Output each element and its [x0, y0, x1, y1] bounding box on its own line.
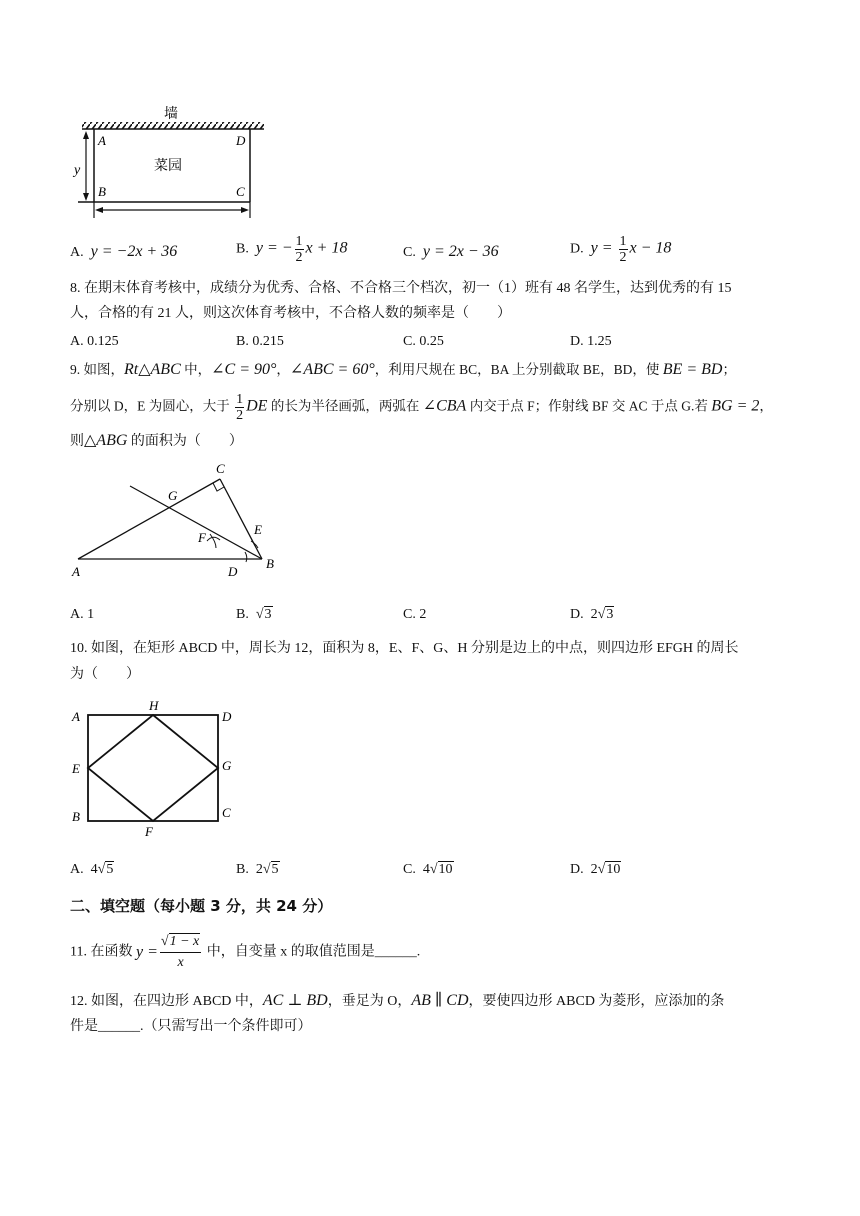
- rectangle-abcd: [88, 715, 218, 821]
- arc-d: [245, 552, 247, 562]
- q10-line-1: 10. 如图，在矩形 ABCD 中，周长为 12，面积为 8，E、F、G、H 分别是边上的中点，则四边形 EFGH 的周长: [70, 641, 739, 656]
- wall-hatch: [82, 122, 264, 129]
- q9-line-2: 分别以 D，E 为圆心，大于 $\frac{1}{2}$ DE 的长为半径画弧，两弧在 ∠CBA 内交于点 F；作射线 BF 交 AC 于点 G.若 BG = 2，: [70, 392, 773, 423]
- point-f: F: [198, 530, 206, 545]
- point-b: B: [72, 809, 80, 824]
- point-a: A: [72, 709, 80, 724]
- point-c: C: [222, 805, 231, 820]
- q12-line-1: 12. 如图，在四边形 ABCD 中，AC ⊥ BD，垂足为 O，AB ∥ CD，要使四边形 ABCD 为菱形，应添加的条: [70, 992, 725, 1009]
- q10-option-b: B. 2√5: [236, 862, 279, 877]
- point-d: D: [228, 564, 238, 579]
- point-e: E: [72, 761, 80, 776]
- point-h: H: [149, 698, 159, 713]
- point-b: B: [98, 184, 106, 199]
- q9-line-1: 9. 如图，Rt△ABC 中，∠C = 90°，∠ABC = 60°，利用尺规在 BC，BA 上分别截取 BE，BD，使 BE = BD；: [70, 361, 736, 378]
- q7-option-a: A. y = −2x + 36: [70, 243, 178, 260]
- point-a: A: [98, 133, 106, 148]
- quadrilateral-efgh: [88, 715, 218, 821]
- q8-option-d: D. 1.25: [570, 334, 612, 349]
- side-ac: [78, 479, 220, 559]
- point-g: G: [222, 758, 232, 773]
- q11-text: 11. 在函数 y = $\frac{√1 - x}{x}$ 中，自变量 x 的取值范围是______.: [70, 934, 421, 970]
- point-a: A: [72, 564, 80, 579]
- point-f: F: [145, 824, 153, 839]
- q9-option-c: C. 2: [403, 607, 427, 622]
- y-label: y: [74, 163, 81, 178]
- q10-option-a: A. 4√5: [70, 862, 114, 877]
- q9-line-3: 则△ABG 的面积为（ ）: [70, 432, 243, 449]
- triangle-figure: [70, 458, 290, 583]
- point-c: C: [236, 184, 245, 199]
- q9-option-b: B. √3: [236, 607, 272, 622]
- q8-option-b: B. 0.215: [236, 334, 284, 349]
- point-b: B: [266, 556, 274, 571]
- garden-figure: [72, 100, 272, 225]
- point-d: D: [236, 133, 246, 148]
- q9-option-a: A. 1: [70, 607, 95, 622]
- q12-line-2: 件是______.（只需写出一个条件即可）: [70, 1019, 312, 1034]
- point-e: E: [254, 522, 262, 537]
- q9-option-d: D. 2√3: [570, 607, 614, 622]
- q10-option-d: D. 2√10: [570, 862, 621, 877]
- q10-option-c: C. 4√10: [403, 862, 453, 877]
- point-g: G: [168, 488, 178, 503]
- q10-line-2: 为（ ）: [70, 667, 140, 682]
- section-2-heading: 二、填空题（每小题 3 分，共 24 分）: [70, 897, 333, 915]
- q7-option-b: B. y = − $\frac{1}{2}$ x + 18: [236, 234, 348, 265]
- point-d: D: [222, 709, 232, 724]
- q7-option-c: C. y = 2x − 36: [403, 243, 499, 260]
- q8-line-1: 8. 在期末体育考核中，成绩分为优秀、合格、不合格三个档次，初一（1）班有 48 名学生，达到优秀的有 15: [70, 281, 732, 296]
- rectangle-figure: [68, 695, 243, 840]
- q8-option-c: C. 0.25: [403, 334, 444, 349]
- q7-option-d: D. y = $\frac{1}{2}$ x − 18: [570, 234, 672, 265]
- wall-label: 墙: [164, 107, 178, 122]
- point-c: C: [216, 461, 225, 476]
- q8-option-a: A. 0.125: [70, 334, 119, 349]
- q8-line-2: 人，合格的有 21 人，则这次体育考核中，不合格人数的频率是（ ）: [70, 306, 511, 321]
- garden-label: 菜园: [154, 159, 182, 174]
